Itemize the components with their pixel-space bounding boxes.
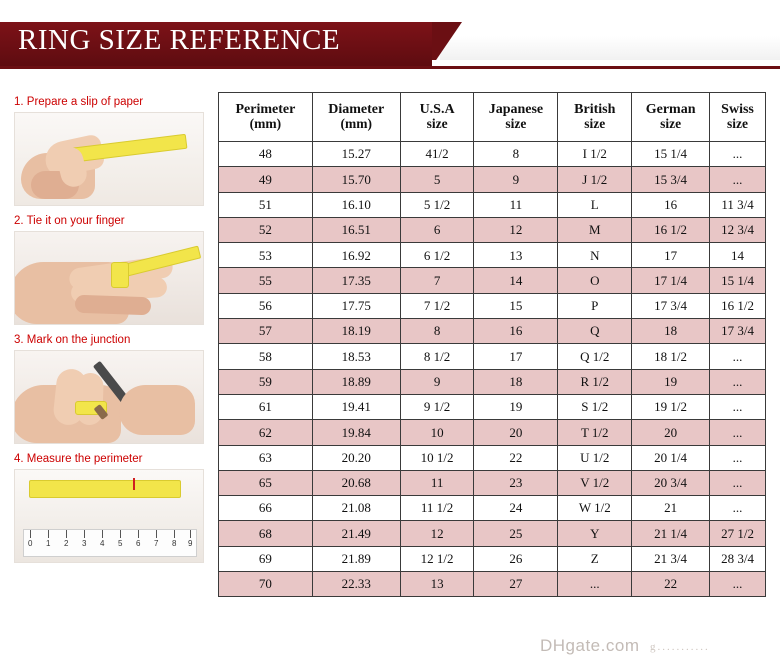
table-cell: 12 1/2 xyxy=(400,546,474,571)
column-header-japanese-title: Japanese xyxy=(488,101,544,117)
table-cell: N xyxy=(558,243,632,268)
table-cell: 59 xyxy=(219,369,313,394)
table-cell: 25 xyxy=(474,521,558,546)
table-cell: 22.33 xyxy=(312,572,400,597)
table-cell: 14 xyxy=(710,243,766,268)
table-row xyxy=(219,394,766,419)
table-cell: 11 xyxy=(400,470,474,495)
table-cell: 65 xyxy=(219,470,313,495)
table-cell: ... xyxy=(710,167,766,192)
table-cell: 19.41 xyxy=(312,394,400,419)
table-cell: ... xyxy=(710,142,766,167)
table-cell: 17 xyxy=(632,243,710,268)
table-cell: 15.70 xyxy=(312,167,400,192)
instruction-steps xyxy=(14,96,210,572)
paper-strip-icon xyxy=(29,480,181,498)
table-cell: 9 1/2 xyxy=(400,394,474,419)
table-cell: 20 1/4 xyxy=(632,445,710,470)
table-cell: 17.75 xyxy=(312,293,400,318)
table-cell: 15 1/4 xyxy=(710,268,766,293)
table-cell: Q 1/2 xyxy=(558,344,632,369)
table-cell: 6 xyxy=(400,217,474,242)
step-measure-perimeter xyxy=(14,453,210,563)
page-header xyxy=(0,0,780,82)
table-cell: 19.84 xyxy=(312,420,400,445)
table-cell: 17 3/4 xyxy=(632,293,710,318)
table-cell: 15 1/4 xyxy=(632,142,710,167)
step-tie-finger-image xyxy=(14,231,204,325)
table-cell: Q xyxy=(558,319,632,344)
table-cell: 7 xyxy=(400,268,474,293)
column-header-diameter-sub: (mm) xyxy=(340,116,372,132)
table-cell: 19 xyxy=(632,369,710,394)
table-cell: 69 xyxy=(219,546,313,571)
table-cell: 19 xyxy=(474,394,558,419)
table-cell: 12 xyxy=(400,521,474,546)
table-cell: 15.27 xyxy=(312,142,400,167)
table-cell: 20 xyxy=(474,420,558,445)
column-header-german-sub: size xyxy=(660,116,682,132)
table-cell: 20 3/4 xyxy=(632,470,710,495)
table-cell: ... xyxy=(710,445,766,470)
table-cell: L xyxy=(558,192,632,217)
column-header-swiss-sub: size xyxy=(727,116,749,132)
column-header-german-title: German xyxy=(645,101,696,117)
table-cell: I 1/2 xyxy=(558,142,632,167)
table-cell: 16.92 xyxy=(312,243,400,268)
column-header-perimeter xyxy=(219,93,313,142)
table-cell: 18.53 xyxy=(312,344,400,369)
step-prepare-paper-image xyxy=(14,112,204,206)
column-header-swiss xyxy=(710,93,766,142)
table-cell: ... xyxy=(710,420,766,445)
table-cell: 62 xyxy=(219,420,313,445)
table-cell: 11 xyxy=(474,192,558,217)
mark-indicator-icon xyxy=(133,478,135,490)
table-cell: 5 1/2 xyxy=(400,192,474,217)
table-cell: 12 3/4 xyxy=(710,217,766,242)
table-cell: 8 xyxy=(474,142,558,167)
table-cell: 18.19 xyxy=(312,319,400,344)
table-cell: S 1/2 xyxy=(558,394,632,419)
table-cell: 18 xyxy=(632,319,710,344)
table-cell: 6 1/2 xyxy=(400,243,474,268)
column-header-japanese-sub: size xyxy=(505,116,527,132)
table-cell: J 1/2 xyxy=(558,167,632,192)
ruler-icon: 0 1 2 3 4 5 6 7 8 9 xyxy=(23,529,197,557)
table-cell: ... xyxy=(710,369,766,394)
table-cell: 27 1/2 xyxy=(710,521,766,546)
table-cell: 68 xyxy=(219,521,313,546)
table-cell: 26 xyxy=(474,546,558,571)
column-header-usa-title: U.S.A xyxy=(419,101,455,117)
table-cell: 12 xyxy=(474,217,558,242)
table-cell: ... xyxy=(710,470,766,495)
column-header-swiss-title: Swiss xyxy=(721,101,754,117)
table-cell: 9 xyxy=(474,167,558,192)
table-cell: 16.51 xyxy=(312,217,400,242)
table-row xyxy=(219,470,766,495)
header-accent-band xyxy=(440,36,780,62)
table-cell: 18 xyxy=(474,369,558,394)
table-row xyxy=(219,217,766,242)
table-cell: 48 xyxy=(219,142,313,167)
table-cell: T 1/2 xyxy=(558,420,632,445)
table-cell: 53 xyxy=(219,243,313,268)
table-cell: 49 xyxy=(219,167,313,192)
step-measure-perimeter-image xyxy=(14,469,204,563)
table-cell: 21.08 xyxy=(312,496,400,521)
table-cell: 10 xyxy=(400,420,474,445)
table-row xyxy=(219,572,766,597)
table-cell: 16 1/2 xyxy=(632,217,710,242)
table-row xyxy=(219,546,766,571)
table-cell: 21.49 xyxy=(312,521,400,546)
step-tie-finger xyxy=(14,215,210,325)
table-cell: 57 xyxy=(219,319,313,344)
table-cell: ... xyxy=(710,496,766,521)
table-cell: 11 3/4 xyxy=(710,192,766,217)
table-cell: 17 1/4 xyxy=(632,268,710,293)
table-row xyxy=(219,167,766,192)
table-cell: 8 xyxy=(400,319,474,344)
table-cell: 13 xyxy=(400,572,474,597)
table-cell: 21 3/4 xyxy=(632,546,710,571)
table-cell: ... xyxy=(710,394,766,419)
table-cell: 61 xyxy=(219,394,313,419)
table-cell: 21 1/4 xyxy=(632,521,710,546)
table-cell: 24 xyxy=(474,496,558,521)
table-cell: 22 xyxy=(474,445,558,470)
table-cell: 22 xyxy=(632,572,710,597)
table-row xyxy=(219,243,766,268)
page-title: RING SIZE REFERENCE xyxy=(18,24,341,56)
table-cell: M xyxy=(558,217,632,242)
table-cell: W 1/2 xyxy=(558,496,632,521)
table-row xyxy=(219,369,766,394)
watermark: DHgate.com xyxy=(540,636,640,655)
step-tie-finger-label: 2. Tie it on your finger xyxy=(14,215,125,227)
table-cell: Y xyxy=(558,521,632,546)
table-cell: 51 xyxy=(219,192,313,217)
table-cell: 66 xyxy=(219,496,313,521)
table-cell: 21 xyxy=(632,496,710,521)
table-cell: 5 xyxy=(400,167,474,192)
watermark-sub: g........... xyxy=(650,641,710,653)
table-cell: 7 1/2 xyxy=(400,293,474,318)
table-cell: 21.89 xyxy=(312,546,400,571)
table-row xyxy=(219,319,766,344)
step-prepare-paper xyxy=(14,96,210,206)
column-header-british-title: British xyxy=(574,101,616,117)
table-cell: 55 xyxy=(219,268,313,293)
table-row xyxy=(219,521,766,546)
table-cell: 17 3/4 xyxy=(710,319,766,344)
column-header-german xyxy=(632,93,710,142)
table-cell: 28 3/4 xyxy=(710,546,766,571)
table-row xyxy=(219,293,766,318)
header-rule xyxy=(0,66,780,69)
table-cell: 52 xyxy=(219,217,313,242)
step-prepare-paper-label: 1. Prepare a slip of paper xyxy=(14,96,144,108)
ring-size-table-wrap xyxy=(218,92,766,597)
table-cell: 19 1/2 xyxy=(632,394,710,419)
table-cell: 16 xyxy=(632,192,710,217)
table-row xyxy=(219,420,766,445)
table-cell: 16 1/2 xyxy=(710,293,766,318)
table-cell: 20 xyxy=(632,420,710,445)
table-cell: P xyxy=(558,293,632,318)
table-row xyxy=(219,496,766,521)
table-cell: ... xyxy=(710,572,766,597)
table-cell: 18.89 xyxy=(312,369,400,394)
table-cell: 16.10 xyxy=(312,192,400,217)
column-header-usa xyxy=(400,93,474,142)
table-cell: 8 1/2 xyxy=(400,344,474,369)
table-cell: ... xyxy=(710,344,766,369)
table-cell: 63 xyxy=(219,445,313,470)
ring-size-table xyxy=(218,92,766,597)
table-cell: 18 1/2 xyxy=(632,344,710,369)
table-cell: U 1/2 xyxy=(558,445,632,470)
column-header-british-sub: size xyxy=(584,116,606,132)
step-measure-perimeter-label: 4. Measure the perimeter xyxy=(14,453,143,465)
table-row xyxy=(219,344,766,369)
table-cell: 70 xyxy=(219,572,313,597)
table-cell: 10 1/2 xyxy=(400,445,474,470)
table-cell: 20.68 xyxy=(312,470,400,495)
table-cell: R 1/2 xyxy=(558,369,632,394)
table-cell: O xyxy=(558,268,632,293)
table-cell: 15 xyxy=(474,293,558,318)
table-row xyxy=(219,445,766,470)
table-row xyxy=(219,192,766,217)
table-cell: 11 1/2 xyxy=(400,496,474,521)
column-header-diameter-title: Diameter xyxy=(328,101,385,117)
column-header-usa-sub: size xyxy=(426,116,448,132)
table-header-row xyxy=(219,93,766,142)
column-header-perimeter-sub: (mm) xyxy=(249,116,282,132)
column-header-diameter xyxy=(312,93,400,142)
table-cell: 17.35 xyxy=(312,268,400,293)
table-cell: 15 3/4 xyxy=(632,167,710,192)
table-cell: 13 xyxy=(474,243,558,268)
column-header-british xyxy=(558,93,632,142)
table-cell: Z xyxy=(558,546,632,571)
table-cell: V 1/2 xyxy=(558,470,632,495)
table-cell: 58 xyxy=(219,344,313,369)
table-cell: 17 xyxy=(474,344,558,369)
paper-wrap-icon xyxy=(111,262,129,288)
table-cell: 56 xyxy=(219,293,313,318)
table-cell: 23 xyxy=(474,470,558,495)
table-cell: ... xyxy=(558,572,632,597)
table-cell: 14 xyxy=(474,268,558,293)
step-mark-junction-label: 3. Mark on the junction xyxy=(14,334,131,346)
column-header-perimeter-title: Perimeter xyxy=(235,101,296,117)
step-mark-junction xyxy=(14,334,210,444)
table-cell: 9 xyxy=(400,369,474,394)
table-cell: 16 xyxy=(474,319,558,344)
table-row xyxy=(219,268,766,293)
table-row xyxy=(219,142,766,167)
table-cell: 41/2 xyxy=(400,142,474,167)
step-mark-junction-image xyxy=(14,350,204,444)
table-cell: 27 xyxy=(474,572,558,597)
column-header-japanese xyxy=(474,93,558,142)
table-cell: 20.20 xyxy=(312,445,400,470)
